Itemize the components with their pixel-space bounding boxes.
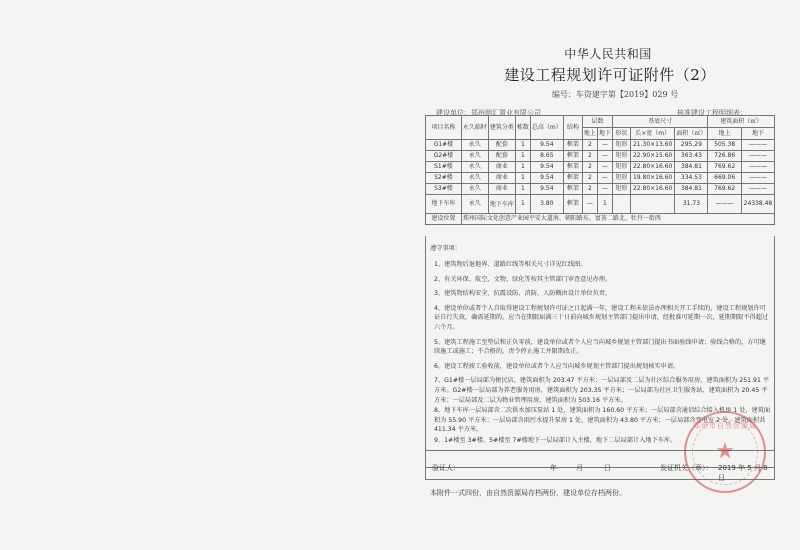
- cell-count: 1: [515, 151, 530, 162]
- col-nature-header: 永久临时: [461, 116, 488, 140]
- cell-height: 9.54: [530, 184, 563, 195]
- month-label: 月: [576, 464, 583, 472]
- cell-count: 1: [515, 173, 530, 184]
- col-base-area-header: 面积（㎡）: [675, 128, 708, 140]
- cell-category: 地下车库: [488, 195, 515, 214]
- cell-structure: 框架: [563, 195, 582, 214]
- cell-name: 地下车库: [426, 195, 462, 214]
- cell-name: S3#楼: [426, 184, 462, 195]
- cell-shape: 矩形: [612, 184, 630, 195]
- cell-structure: 框架: [563, 140, 582, 151]
- cell-structure: 框架: [563, 151, 582, 162]
- note-item: 4、建设单位或者个人自取得建设工程规划许可证之日起满一年，建设工程未依法办理相关开工手续的，建设工程规划许可证自行失效，确需延期的，应当在期限届满三十日前向城乡规划主管部门提出申请，经批准可延期一次，延期期限不得超过六个月。: [434, 304, 769, 331]
- cell-area-below: ———: [741, 184, 774, 195]
- cell-base-area: 363.43: [675, 151, 708, 162]
- col-dims-header: 长×宽（m）: [630, 128, 675, 140]
- cell-dims: 21.30×13.60: [630, 140, 675, 151]
- cell-base-area: 295.29: [675, 140, 708, 151]
- note-item: 5、建筑工程施工至垫层和正负零前，建设单位或者个人应当向城乡规划主管部门提出书面验线申请；验线合格的，方可继续施工或施工；不合格的，责令停止施工并限期改正。: [434, 338, 766, 356]
- note-item: 9、1#楼至 3#楼、5#楼至 7#楼地下一层局部计入主楼，地下二层局部计入地下车库。: [434, 436, 677, 444]
- cell-nature: 永久: [461, 162, 488, 173]
- cell-dims: 22.90×15.60: [630, 151, 675, 162]
- table-row-garage: [426, 195, 775, 214]
- table-row: [426, 162, 775, 173]
- cell-structure: 框架: [563, 173, 582, 184]
- col-floors-below-header: 地下: [597, 128, 612, 140]
- authority-label: 发证机关（章）：: [660, 464, 713, 472]
- cell-height: 9.54: [530, 173, 563, 184]
- location-value: 郑州国际文化创意产业园平安大道南、朝阳路东、富荟二路北、牡丹一街西: [461, 214, 774, 225]
- document-number: 编号：车资建字第【2019】029 号: [551, 90, 679, 99]
- cell-shape: 矩形: [612, 173, 630, 184]
- cell-shape: 矩形: [612, 140, 630, 151]
- table-row: [426, 173, 775, 184]
- cell-below: —: [597, 184, 612, 195]
- cell-dims: 22.80×16.60: [630, 162, 675, 173]
- day-label: 日: [604, 464, 611, 472]
- table-row: [426, 151, 775, 162]
- col-area-above-header: 地上: [708, 128, 741, 140]
- table-caption: 核准建设工程明细表：: [677, 109, 747, 117]
- notes-label: 遵守事项：: [430, 245, 461, 252]
- cell-category: 商业: [488, 162, 515, 173]
- cell-dims: 22.80×16.60: [630, 184, 675, 195]
- cell-height: 9.54: [530, 140, 563, 151]
- col-height-header: 总高（m）: [530, 116, 563, 140]
- col-base-header: 基底尺寸: [612, 116, 707, 128]
- note-item: 3、建筑物结构安全、抗震设防、消防、人防概由设计单位负责。: [434, 290, 612, 298]
- cell-above: —: [582, 195, 597, 214]
- note-item: 7、G1#楼一层局部为便民店，建筑面积为 203.47 平方米；一层局部及二层为社区综合服务用房，建筑面积为 251.91 平方米。G2#楼一层局部为养老服务用房，建筑面积为 203.35 平方米；一层局部为社区卫生服务站，建筑面积为 20.45 平方米；一层局部及二层为物业管理用房，建筑面积为 503.16 平方米。: [434, 377, 770, 404]
- cell-above: 2: [582, 151, 597, 162]
- cell-category: 商业: [488, 184, 515, 195]
- cell-count: 1: [515, 140, 530, 151]
- cell-height: 3.80: [530, 195, 563, 214]
- cell-nature: 永久: [461, 151, 488, 162]
- cell-area-above: 726.86: [708, 151, 741, 162]
- cell-base-area: 31.73: [675, 195, 708, 214]
- location-label: 建设位置: [426, 214, 462, 225]
- col-shape-header: 形状: [612, 128, 630, 140]
- cell-above: 2: [582, 162, 597, 173]
- cell-base-area: 384.81: [675, 162, 708, 173]
- note-item: 6、建设工程竣工验收前，建设单位或者个人应当向城乡规划主管部门提出规划核实申请。: [434, 362, 680, 370]
- cell-above: 2: [582, 184, 597, 195]
- cell-area-above: 769.62: [708, 162, 741, 173]
- cell-name: S1#楼: [426, 162, 462, 173]
- cell-area-below: 24338.48: [741, 195, 774, 214]
- cell-structure: 框架: [563, 184, 582, 195]
- col-floors-above-header: 地上: [582, 128, 597, 140]
- table-row: [426, 184, 775, 195]
- cell-area-below: ———: [741, 173, 774, 184]
- note-item: 2、有关环保、航空、文物、绿化等按其主管部门审查意见办理。: [434, 275, 612, 283]
- cell-area-above: 769.62: [708, 184, 741, 195]
- cell-shape: 矩形: [612, 162, 630, 173]
- cell-area-below: ———: [741, 162, 774, 173]
- cell-area-below: ———: [741, 140, 774, 151]
- cell-nature: 永久: [461, 173, 488, 184]
- col-area-below-header: 地下: [741, 128, 774, 140]
- official-seal: [684, 411, 766, 493]
- year-label: 年: [550, 464, 557, 472]
- note-item: 1、建筑物后退地界、道路红线等相关尺寸详见红线图。: [434, 261, 587, 268]
- col-item-header: 项目名称: [426, 116, 462, 140]
- cell-count: 1: [515, 195, 530, 214]
- cell-base-area: 334.53: [675, 173, 708, 184]
- cell-below: —: [597, 162, 612, 173]
- cell-name: G1#楼: [426, 140, 462, 151]
- cell-category: 配套: [488, 140, 515, 151]
- cell-category: 商业: [488, 173, 515, 184]
- cell-below: —: [597, 140, 612, 151]
- cell-name: G2#楼: [426, 151, 462, 162]
- country-heading: 中华人民共和国: [564, 47, 652, 61]
- cell-nature: 永久: [461, 184, 488, 195]
- cell-nature: 永久: [461, 195, 488, 214]
- col-category-header: 建筑分类: [488, 116, 515, 140]
- cell-area-above: ———: [708, 195, 741, 214]
- col-build-area-header: 建筑面积（㎡）: [708, 116, 775, 128]
- cell-above: 2: [582, 173, 597, 184]
- applicant-line: 建设单位：郑州朗汇置业有限公司: [436, 109, 541, 117]
- seal-text: 郑州市自然资源局: [693, 422, 757, 430]
- cell-base-area: 384.81: [675, 184, 708, 195]
- cell-height: 9.54: [530, 162, 563, 173]
- cell-dims: 19.80×16.60: [630, 173, 675, 184]
- location-row: [426, 214, 775, 225]
- approval-table: [425, 115, 775, 225]
- cell-category: 配套: [488, 151, 515, 162]
- star-icon: ★: [715, 439, 735, 464]
- table-row: [426, 140, 775, 151]
- cell-name: S2#楼: [426, 173, 462, 184]
- cell-count: 1: [515, 162, 530, 173]
- issue-date: 2019 年 5 月 8 日: [718, 464, 768, 482]
- cell-nature: 永久: [461, 140, 488, 151]
- footer-note: 本附件一式四份，由自然资源局存档两份，建设单位存档两份。: [430, 489, 626, 497]
- cell-area-below: ———: [741, 151, 774, 162]
- note-item: 8、地下车库一层局部含二次供水加压泵站 1 处，建筑面积为 160.60 平方米；一层局部含通信综合接入机房 1 处，建筑面积为 55.90 平方米；一层局部含雨污水提升泵房 1 处，建筑面积为 43.80 平方米；一层局部含变电室 2 处，建筑面积共 411.34 平方米。: [434, 407, 771, 434]
- cell-height: 8.65: [530, 151, 563, 162]
- cell-shape: [612, 195, 630, 214]
- cell-below: —: [597, 151, 612, 162]
- verifier-label: 验证人：: [432, 464, 460, 472]
- col-structure-header: 结构: [563, 116, 582, 140]
- cell-below: 1: [597, 195, 612, 214]
- cell-below: —: [597, 173, 612, 184]
- col-floors-header: 层数: [582, 116, 612, 128]
- cell-shape: 矩形: [612, 151, 630, 162]
- cell-above: 2: [582, 140, 597, 151]
- document-title: 建设工程规划许可证附件（2）: [504, 66, 716, 84]
- cell-area-above: 505.38: [708, 140, 741, 151]
- cell-area-above: 669.06: [708, 173, 741, 184]
- cell-structure: 框架: [563, 162, 582, 173]
- col-count-header: 栋数: [515, 116, 530, 140]
- cell-count: 1: [515, 184, 530, 195]
- cell-dims: [630, 195, 675, 214]
